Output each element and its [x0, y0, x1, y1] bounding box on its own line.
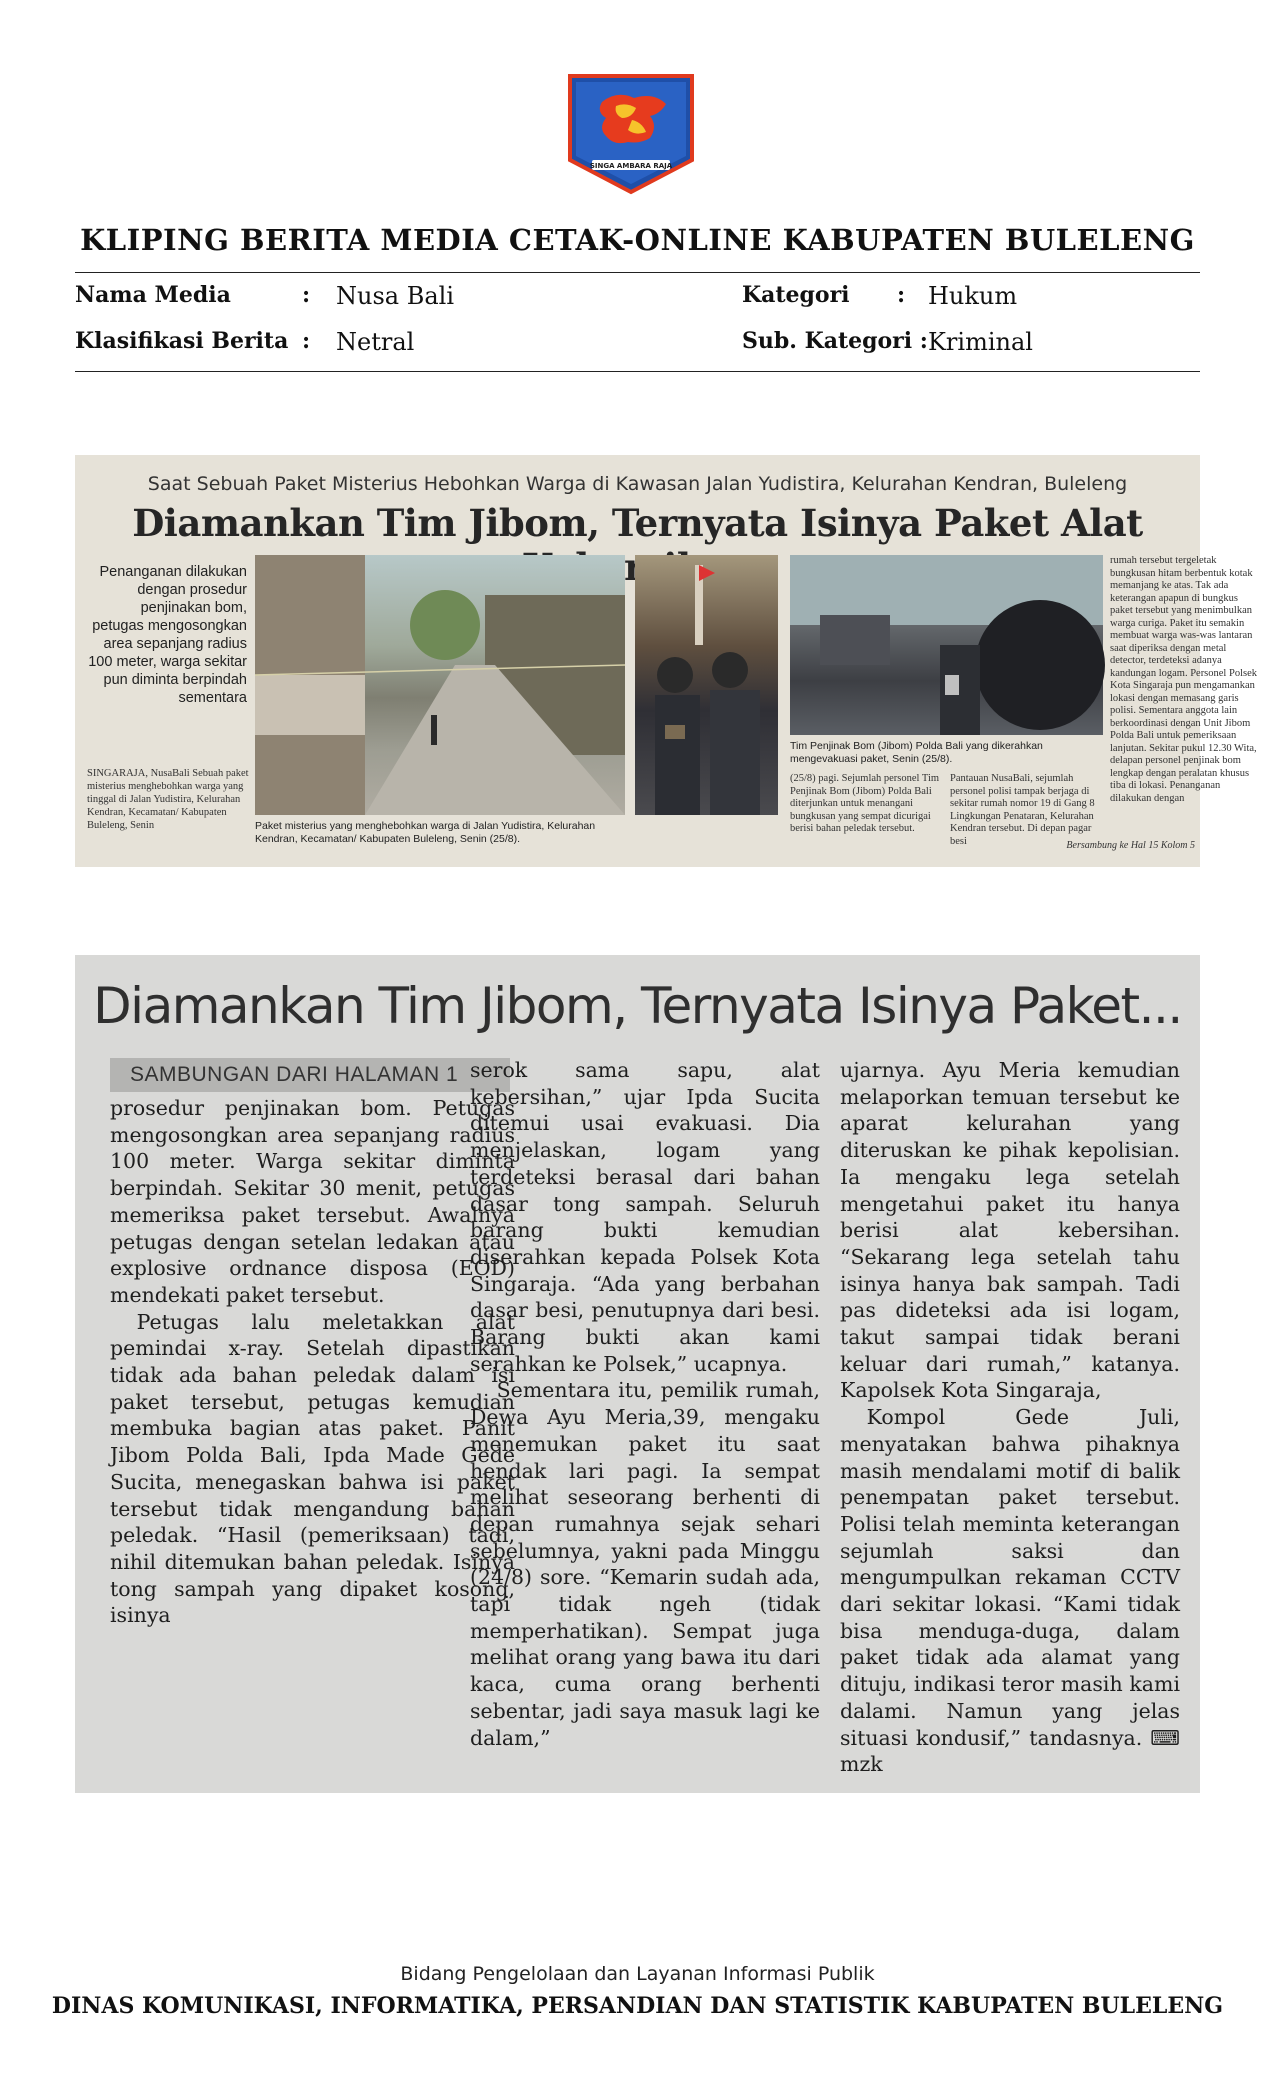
photo-police-officers: [635, 555, 778, 815]
clip2-headline: Diamankan Tim Jibom, Ternyata Isinya Paket...: [93, 977, 1182, 1035]
kategori-value: Hukum: [928, 282, 1018, 310]
photo-street-scene: [255, 555, 625, 815]
nama-media-value: Nusa Bali: [336, 282, 455, 310]
paragraph: ujarnya. Ayu Meria kemudian melaporkan temuan tersebut ke aparat kelurahan yang diteruskan ke pihak kepolisian. Ia mengaku lega setelah mengetahui paket itu hanya berisi alat kebersihan. “Sekarang lega setelah tahu isinya hanya bak sampah. Tadi pas dideteksi ada isi logam, takut sampai tidak berani keluar dari rumah,” katanya. Kapolsek Kota Singaraja,: [840, 1058, 1180, 1403]
colon: :: [302, 282, 311, 308]
newspaper-clipping-front-page: [75, 455, 1257, 867]
clip2-column-1: [110, 1095, 515, 1629]
colon: :: [897, 282, 906, 308]
newspaper-clipping-continuation: [75, 955, 1200, 1793]
clip1-body-left: SINGARAJA, NusaBali Sebuah paket misterius menghebohkan warga yang tinggal di Jalan Yudistira, Kelurahan Kendran, Kecamatan/ Kabupaten Buleleng, Senin: [87, 768, 249, 831]
clip2-column-2: [470, 1057, 820, 1751]
clip1-lead: Penanganan dilakukan dengan prosedur penjinakan bom, petugas mengosongkan area sepanjang radius 100 meter, warga sekitar pun diminta berpindah sementara: [88, 564, 247, 706]
klasifikasi-value: Netral: [336, 328, 415, 356]
clip1-photo-caption-2: Tim Penjinak Bom (Jibom) Polda Bali yang dikerahkan mengevakuasi paket, Senin (25/8).: [790, 740, 1043, 765]
sub-kategori-value: Kriminal: [928, 328, 1033, 356]
paragraph: Kompol Gede Juli, menyatakan bahwa pihaknya masih mendalami motif di balik penempatan paket tersebut. Polisi telah meminta keterangan sejumlah saksi dan mengumpulkan rekaman CCTV dari sekitar lokasi. “Kami tidak bisa menduga-duga, dalam paket tidak ada alamat yang dituju, indikasi teror masih kami dalami. Namun yang jelas situasi kondusif,” tandasnya. ⌨ mzk: [840, 1405, 1180, 1777]
paragraph: serok sama sapu, alat kebersihan,” ujar Ipda Sucita ditemui usai evakuasi. Dia menjelaskan, logam yang terdeteksi berasal dari bahan dasar tong sampah. Seluruh barang bukti kemudian diserahkan kepada Polsek Kota Singaraja. “Ada yang berbahan dasar besi, penutupnya dari besi. Barang bukti akan kami serahkan ke Polsek,” ucapnya.: [470, 1058, 820, 1376]
buleleng-crest-logo: [562, 72, 700, 196]
clip1-photo-caption: Paket misterius yang menghebohkan warga di Jalan Yudistira, Kelurahan Kendran, Kecamatan/ Kabupaten Buleleng, Senin (25/8).: [255, 820, 596, 845]
clip1-column-5: rumah tersebut tergeletak bungkusan hitam berbentuk kotak memanjang ke atas. Tak ada keterangan apapun di bungkus paket tersebut yang menimbulkan warga curiga. Paket itu semakin membuat warga was-was lantaran saat diperiksa dengan metal detector, terdeteksi adanya kandungan logam. Personel Polsek Kota Singaraja pun mengamankan lokasi dengan memasang garis polisi. Sementara anggota lain berkoordinasi dengan Unit Jibom Polda Bali untuk pemeriksaan lanjutan. Sekitar pukul 12.30 Wita, delapan personel penjinak bom lengkap dengan peralatan khusus tiba di lokasi. Penanganan dilakukan dengan: [1110, 555, 1257, 804]
footer-department: Bidang Pengelolaan dan Layanan Informasi Publik: [400, 1963, 875, 1985]
divider-bottom: [75, 371, 1200, 372]
clip1-column-3: (25/8) pagi. Sejumlah personel Tim Penjinak Bom (Jibom) Polda Bali diterjunkan untuk menangani bungkusan yang sempat dicurigai berisi bahan peledak tersebut.: [790, 773, 940, 834]
document-title: KLIPING BERITA MEDIA CETAK-ONLINE KABUPATEN BULELENG: [80, 223, 1195, 257]
clip1-continued-note: Bersambung ke Hal 15 Kolom 5: [1066, 840, 1195, 851]
colon: :: [302, 328, 311, 354]
paragraph: prosedur penjinakan bom. Petugas mengosongkan area sepanjang radius 100 meter. Warga sekitar diminta berpindah. Sekitar 30 menit, petugas memeriksa paket tersebut. Awalnya petugas dengan setelan ledakan atau explosive ordnance disposa (EOD) mendekati paket tersebut.: [110, 1096, 515, 1307]
klasifikasi-label: Klasifikasi Berita: [75, 328, 289, 354]
photo-bomb-squad: [790, 555, 1103, 735]
paragraph: Petugas lalu meletakkan alat pemindai x-ray. Setelah dipastikan tidak ada bahan peledak dalam isi paket tersebut, petugas kemudian membuka bagian atas paket. Panit Jibom Polda Bali, Ipda Made Gede Sucita, menegaskan bahwa isi paket tersebut tidak mengandung bahan peledak. “Hasil (pemeriksaan) tadi, nihil ditemukan bahan peledak. Isinya tong sampah yang dipaket kosong, isinya: [110, 1309, 515, 1628]
sub-kategori-label: Sub. Kategori :: [742, 328, 928, 354]
clip1-headline: Diamankan Tim Jibom, Ternyata Isinya Paket Alat: [132, 501, 1143, 545]
clip1-column-4: Pantauan NusaBali, sejumlah personel polisi tampak berjaga di sekitar rumah nomor 19 di Gang 8 Lingkungan Penataran, Kelurahan Kendran tersebut. Di depan pagar besi: [950, 773, 1095, 847]
nama-media-label: Nama Media: [75, 282, 231, 308]
paragraph: Sementara itu, pemilik rumah, Dewa Ayu Meria,39, mengaku menemukan paket itu saat hendak lari pagi. Ia sempat melihat seseorang berhenti di depan rumahnya sejak sehari sebelumnya, yakni pada Minggu (24/8) sore. “Kemarin sudah ada, tapi tidak ngeh (tidak memperhatikan). Sempat juga melihat orang yang bawa itu dari kaca, cuma orang berhenti sebentar, jadi saya masuk lagi ke dalam,”: [470, 1378, 820, 1750]
clip2-column-3: [840, 1057, 1180, 1778]
footer-agency: DINAS KOMUNIKASI, INFORMATIKA, PERSANDIAN DAN STATISTIK KABUPATEN BULELENG: [51, 1993, 1224, 2019]
divider-top: [75, 272, 1200, 273]
clip2-continuation-banner: SAMBUNGAN DARI HALAMAN 1: [110, 1058, 510, 1092]
kategori-label: Kategori: [742, 282, 850, 308]
svg-text:SINGA AMBARA RAJA: SINGA AMBARA RAJA: [589, 162, 673, 170]
clip1-kicker: Saat Sebuah Paket Misterius Hebohkan Warga di Kawasan Jalan Yudistira, Kelurahan Kendran, Buleleng: [147, 473, 1128, 495]
